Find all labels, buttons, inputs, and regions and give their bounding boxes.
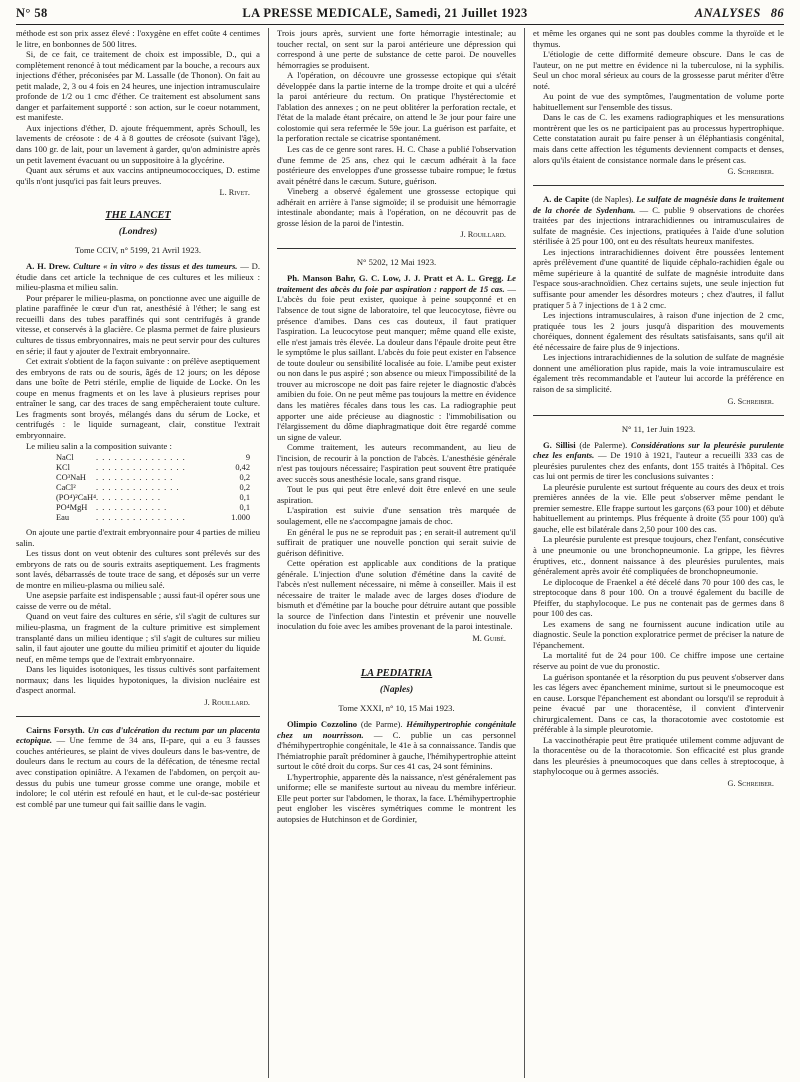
composition-table: [56, 453, 250, 523]
paragraph: La pleurésie purulente est surtout fréquente au cours des deux et trois premières années de la vie. Elle peut s'observer même pendant le premier semestre. Elle frappe surtout les garçons (63 pour 100) et débute habituellement au printemps. Plus fréquente à droite (55 pour 100) qu'à gauche, elle est bilatérale dans 2,50 pour 100 des cas.: [533, 481, 784, 534]
signature: L. Rivet.: [219, 188, 250, 198]
divider: [533, 185, 784, 186]
page-number: 86: [770, 6, 784, 20]
paragraph: La guérison spontanée et la résorption du pus peuvent s'observer dans les cas légers avec épanchement minime, surtout si le pneumocoque est en cause. Lorsque l'épanchement est abondant ou lorsqu'il se reproduit à peine évacué par une thoracentèse, il convient d'intervenir chirurgicalement. Dans ce cas, la thoracotomie avec costotomie est préférable à la simple pleurotomie.: [533, 671, 784, 735]
article-text: — C. publie 9 observations de chorées traitées par des injections intrarachidiennes ou intramusculaires de sulfate de magnésie. Ces injections, pratiquées à l'aide d'une solution stérilisée à 25 pour 100, ont eu des résultats heureux manifestes.: [533, 204, 784, 247]
divider: [533, 415, 784, 416]
article-text: — L'abcès du foie peut exister, quoique à peine soupçonné et en l'absence de tout signe de laboratoire, tel que leucocytose, fièvre ou présence d'amibes. Dans ces cas douteux, il faut pratiquer l'aspiration. La leucocytose peut manquer; même quand elle existe, elle n'est jamais très élevée. La douleur dans l'épaule droite peut être le symptôme le plus saillant. L'abcès du foie peut exister en l'absence de toute douleur ou sensibilité localisée au foie. L'amibe peut exister ou non dans le pus aspiré ; son absence ou mieux l'impossibilité de la trouver au microscope ne doit pas faire rejeter le diagnostic d'abcès amibien du foie. On ne peut même pas toujours la mettre en évidence dans les matières fécales dans tous les cas. La radiographie peut apporter une aide précieuse au diagnostic : l'immobilisation ou l'élargissement du dôme diaphragmatique doit être regardé comme un signe de valeur.: [277, 283, 516, 442]
paragraph: Au point de vue des symptômes, l'augmentation de volume porte habituellement sur l'ensemble des tissus.: [533, 91, 784, 112]
article-text: — Une femme de 34 ans, II-pare, qui a eu 3 fausses couches antérieures, se plaint de vives douleurs dans le bas-ventre, de douleurs dans le rectum au cours de la défécation, de ténesme rectal avec constipation opiniâtre. A l'examen de l'abdomen, on perçoit au-dessus du pubis une tumeur grosse comme une orange, mobile et indolore; le col utérin est refoulé en haut, et le cul-de-sac postérieur est comblé par une tumeur qui fait saillie dans le vagin.: [16, 735, 260, 809]
article-intro: [533, 440, 784, 482]
table-row: NaCl . . . . . . . . . . . . . . . 9: [56, 453, 250, 463]
amount: 9: [245, 453, 250, 463]
column-1: [16, 28, 268, 1078]
article-author: A. de Capite: [543, 194, 590, 205]
issue-line: Tome CCIV, n° 5199, 21 Avril 1923.: [75, 245, 201, 256]
paragraph: Cet extrait s'obtient de la façon suivante : on prélève aseptiquement des embryons de rats ou de souris, âgés de 12 jours; on les dépose dans une boîte de Petri stérile, emplie de liquide de Locke. On les coupe en menus fragments et on les lave à plusieurs reprises pour entraîner le sang, car des traces de sang empêcheraient toute culture. Les fragments sont broyés, mélangés dans du sérum de Locke, et centrifugés : le liquide surnageant, clair, constitue l'extrait embryonnaire.: [16, 356, 260, 440]
signature: J. Rouillard.: [460, 230, 506, 240]
article-title: Considérations sur la pleurésie purulente chez les enfants.: [533, 439, 784, 461]
ingredient: (PO⁴)²CaH⁴: [56, 493, 96, 503]
article-title: Culture « in vitro » des tissus et des tumeurs.: [73, 261, 238, 272]
article-intro: [16, 261, 260, 293]
amount: 0,2: [239, 473, 250, 483]
paragraph: Dans les liquides isotoniques, les tissus cultivés sont parfaitement normaux; dans les liquides hypotoniques, la division nucléaire est d'aspect anormal.: [16, 664, 260, 696]
divider: [277, 248, 516, 249]
amount: 0,1: [239, 493, 250, 503]
page-label: N° 58: [16, 6, 48, 20]
article-location: (de Naples).: [591, 194, 634, 205]
journal-city: (Londres): [118, 227, 158, 238]
paragraph: Vineberg a observé également une grossesse ectopique qui adhérait en arrière à l'anse sigmoïde; il se produisit une hémorragie intestinale abondante; mais à l'opération, on ne découvrit pas de grosse lésion de la paroi de l'intestin.: [277, 186, 516, 228]
amount: 0,2: [239, 483, 250, 493]
paragraph: En général le pus ne se reproduit pas ; en serait-il autrement qu'il suffirait de pratiquer une nouvelle ponction qui serait suivie de guérison définitive.: [277, 526, 516, 558]
table-row: KCl . . . . . . . . . . . . . . . 0,42: [56, 463, 250, 473]
article-text: — D. étudie dans cet article la technique de ces cultures et les milieux : milieu-plasma et milieu salin.: [16, 261, 260, 293]
signature: M. Guibé.: [472, 633, 506, 643]
ingredient: CaCl²: [56, 483, 76, 493]
article-author: G. Sillisi: [543, 439, 576, 450]
amount: 0,1: [239, 503, 250, 513]
paragraph: La pleurésie purulente est presque toujours, chez l'enfant, consécutive à une pneumonie ou une bronchopneumonie. La grippe, les fièvres éruptives, etc., donnent naissance à des pleurésies purulentes, mais généralement après avoir été compliquées de bronchopneumonie.: [533, 534, 784, 577]
columns: [16, 28, 784, 1078]
signature: G. Schreiber.: [727, 167, 774, 177]
article-intro: [277, 273, 516, 442]
column-2: [268, 28, 524, 1078]
paragraph: Les injections intramusculaires, à raison d'une injection de 2 cmc, pratiquée tous les 2 jours jusqu'à disparition des mouvements choréiques, donnent également des résultats satisfaisants, sans qu'il ait été nécessaire de faire plus de 9 injections.: [533, 310, 784, 352]
journal-title: THE LANCET: [105, 210, 171, 222]
paragraph: Le milieu salin a la composition suivante :: [26, 440, 172, 451]
table-row: (PO⁴)²CaH⁴ . . . . . . . . . . . 0,1: [56, 493, 250, 503]
signature: J. Rouillard.: [204, 697, 250, 707]
paragraph: La vaccinothérapie peut être pratiquée utilement comme adjuvant de la thoracentèse ou de la thoracotomie. Son efficacité est plus grande dans les pleurésies à pneumocoques que dans celles à streptocoque, à staphylocoque ou à germes associés.: [533, 734, 784, 777]
issue-line: Tome XXXI, n° 10, 15 Mai 1923.: [338, 702, 455, 713]
table-row: CO³NaH . . . . . . . . . . . . . 0,2: [56, 473, 250, 483]
paragraph: Les injections intrarachidiennes doivent être poussées lentement après prélèvement d'une quantité de liquide céphalo-rachidien égale ou même supérieure à la quantité de sulfate de magnésie introduite dans l'espace sous-arachnoïdien. Chez certains sujets, une seule injection fut suffisante pour amender les désordres moteurs ; chez d'autres, il fallut pratiquer 5 à 7 injections de 1 à 2 cmc.: [533, 246, 784, 310]
paragraph: On ajoute une partie d'extrait embryonnaire pour 4 parties de milieu salin.: [16, 527, 260, 548]
running-head: [16, 6, 784, 25]
article-author: Ph. Manson Bahr, G. C. Low, J. J. Pratt et A. L. Gregg.: [287, 273, 504, 284]
paragraph: Le diplocoque de Fraenkel a été décelé dans 70 pour 100 des cas, le streptocoque dans 8 pour 100. On a trouvé également du bacille de Pfeiffer, du staphylocoque. Le pus ne contenait pas de germes dans 8 pour 100 des cas.: [533, 576, 784, 619]
paragraph: Quant aux sérums et aux vaccins antipneumococciques, D. estime qu'ils n'ont jusqu'ici pas fait leurs preuves.: [16, 165, 260, 186]
paragraph: et même les organes qui ne sont pas doubles comme la thyroïde et le thymus.: [533, 28, 784, 49]
paragraph: Les examens de sang ne fournissent aucune indication utile au diagnostic. Seule la ponction exploratrice permet de préciser la nature de l'épanchement.: [533, 618, 784, 650]
amount: 0,42: [235, 463, 250, 473]
ingredient: CO³NaH: [56, 473, 86, 483]
section-header: [664, 6, 784, 21]
paragraph: Pour préparer le milieu-plasma, on ponctionne avec une aiguille de platine paraffinée le cœur d'un rat, anesthésié à l'éther; le sang est recueilli dans des tubes paraffinés qui sont centrifugés à grande vitesse, et conservés à la glacière. Ce plasma permet de faire plusieurs cultures de tissus embryonnaires, mais ne peut servir pour des cultures en série; il faut y ajouter de l'extrait embryonnaire.: [16, 292, 260, 356]
paragraph: L'hypertrophie, apparente dès la naissance, n'est généralement pas uniforme; elle se manifeste surtout au niveau du membre inférieur. Elle peut porter sur l'abdomen, le thorax, la face. L'hémihypertrophie peut englober les viscères symétriques comme le montrent les autopsies de Hutchinson et de Gordinier,: [277, 771, 516, 824]
paragraph: méthode est son prix assez élevé : l'oxygène en effet coûte 4 centimes le litre, en bonbonnes de 500 litres.: [16, 28, 260, 49]
column-3: [524, 28, 784, 1078]
paragraph: Aux injections d'éther, D. ajoute fréquemment, après Schoull, les lavements de créosote : de 4 à 8 gouttes de créosote (suivant l'âge), dans 100 gr. de lait, pour un lavement à garder, qu'on administre après un petit lavement évacuant ou un suppositoire à la glycérine.: [16, 122, 260, 165]
article-intro: [277, 719, 516, 772]
article-intro: [16, 725, 260, 809]
paragraph: L'étiologie de cette difformité demeure obscure. Dans le cas de l'auteur, on ne put mettre en évidence ni la tuberculose, ni la syphilis. Seul un choc moral sérieux au cours de la grossesse parut mériter d'être noté.: [533, 49, 784, 91]
table-row: Eau . . . . . . . . . . . . . . . 1.000: [56, 513, 250, 523]
ingredient: NaCl: [56, 453, 74, 463]
paragraph: Une asepsie parfaite est indispensable ; aussi faut-il opérer sous une caisse de verre ou de métal.: [16, 590, 260, 611]
journal-date-header: LA PRESSE MEDICALE, Samedi, 21 Juillet 1923: [242, 6, 528, 20]
signature: G. Schreiber.: [727, 779, 774, 788]
paragraph: Si, de ce fait, ce traitement de choix est impossible, D., qui a complètement renoncé à tout médicament par la bouche, a recours aux injections d'éther, préconisées par M. Lassalle (de Thonon). On fait au petit malade, 2, 3 ou 4 fois en 24 heures, une injection intramusculaire profonde de 1/2 ou 1 cmc d'éther. Ce traitement est absolument sans danger et parfaitement supporté : son action, sur le coeur notamment, est manifeste.: [16, 49, 260, 123]
issue-line: N° 11, 1er Juin 1923.: [621, 423, 696, 434]
paragraph: La mortalité fut de 24 pour 100. Ce chiffre impose une certaine réserve au point de vue du pronostic.: [533, 650, 784, 671]
paragraph: Cette opération est applicable aux conditions de la pratique générale. L'injection d'une solution d'émétine dans la cavité de l'abcès n'est nullement nécessaire, ni même à conseiller. Mais il est nécessaire de traiter le malade avec de larges doses d'iodure de bismuth et d'émétine par la bouche pour détruire autant que possible la source de l'infection dans l'intestin et prévenir une nouvelle inoculation du foie avec les amibes provenant de la paroi intestinale.: [277, 558, 516, 632]
paragraph: Les cas de ce genre sont rares. H. C. Chase a publié l'observation d'une femme de 25 ans, chez qui le cæcum adhérait à la face postérieure des enveloppes d'une grossesse tubaire rompue; le fœtus avait pénétré dans le cæcum. Suture, guérison.: [277, 144, 516, 186]
divider: [16, 716, 260, 717]
amount: 1.000: [231, 513, 250, 523]
article-title: Hémihypertrophie congénitale chez un nourrisson.: [277, 718, 517, 740]
issue-line: N° 5202, 12 Mai 1923.: [356, 257, 437, 268]
journal-title: LA PEDIATRIA: [360, 667, 433, 679]
article-intro: [533, 194, 784, 247]
article-location: (de Parme).: [360, 718, 403, 729]
ingredient: PO⁴MgH: [56, 503, 88, 513]
paragraph: Les injections intrarachidiennes de la solution de sulfate de magnésie donnent une amélioration plus rapide, mais la voie intramusculaire est également très recommandable et l'auteur lui accorde la préférence en raison de sa simplicité.: [533, 352, 784, 394]
paragraph: Les tissus dont on veut obtenir des cultures sont prélevés sur des embryons de rats ou de souris extraits aseptiquement. Les fragments sont lavés, débarrassés de toute trace de sang, et déposés sur un verre de montre en milieu-plasma ou milieu salé.: [16, 548, 260, 590]
ingredient: KCl: [56, 463, 70, 473]
article-location: (de Palerme).: [579, 439, 628, 450]
paragraph: Tout le pus qui peut être enlevé doit être enlevé en une seule aspiration.: [277, 484, 516, 505]
table-row: CaCl² . . . . . . . . . . . . . . 0,2: [56, 483, 250, 493]
ingredient: Eau: [56, 513, 70, 523]
article-author: Olimpio Cozzolino: [287, 718, 358, 729]
article-title: Le traitement des abcès du foie par aspiration : rapport de 15 cas.: [277, 273, 516, 294]
paragraph: A l'opération, on découvre une grossesse ectopique qui s'était développée dans la partie interne de la trompe droite et qui a ulcéré la paroi antérieure du rectum. On pratique l'hystérectomie et l'ablation des annexes ; on ne peut oblitérer la perforation rectale, et l'état de la malade étant précaire, on attend le 3e jour pour faire une colostomie qui sera refermée le 59e jour. La guérison est parfaite, et la perforation rectale se cicatrise spontanément.: [277, 70, 516, 144]
article-title: Un cas d'ulcération du rectum par un placenta ectopique.: [16, 724, 260, 746]
journal-city: (Naples): [379, 684, 414, 695]
article-author: Cairns Forsyth.: [26, 724, 85, 735]
paragraph: Comme traitement, les auteurs recommandent, au lieu de l'incision, de recourir à la ponction de l'abcès. L'anesthésie générale n'est pas toujours nécessaire; l'aspiration peut souvent être pratiquée avec succès sous anesthésie locale, sans grand risque.: [277, 442, 516, 484]
article-text: — De 1910 à 1921, l'auteur a recueilli 333 cas de pleurésies purulentes chez des enfants, dont 155 traités à l'hôpital. Ces cas lui ont permis de tirer les conclusions suivantes :: [533, 450, 784, 482]
article-title: Le sulfate de magnésie dans le traitement de la chorée de Sydenham.: [533, 194, 784, 215]
section-label: ANALYSES: [694, 6, 761, 20]
paragraph: Quand on veut faire des cultures en série, s'il s'agit de cultures sur milieu-plasma, un fragment de la culture primitive est simplement transplanté dans un milieu identique ; s'il s'agit de cultures sur milieu salin, il faut ajouter une goutte du milieu primitif et ajouter du liquide neuf, en même temps que de l'extrait embryonnaire.: [16, 611, 260, 664]
signature: G. Schreiber.: [727, 396, 774, 406]
paragraph: L'aspiration est suivie d'une sensation très marquée de soulagement, elle ne s'accompagne jamais de choc.: [277, 505, 516, 526]
table-row: PO⁴MgH . . . . . . . . . . . . 0,1: [56, 503, 250, 513]
article-text: — C. publie un cas personnel d'hémihypertrophie congénitale, le 41e à sa connaissance. Tandis que l'hémiatrophie paraît prédominer à gauche, l'hémihypertrophie atteint surtout le côté droit du corps. Sur ces 41 cas, 24 sont féminins.: [277, 729, 516, 772]
paragraph: Trois jours après, survient une forte hémorragie intestinale; au toucher rectal, on sent sur la paroi antérieure une dépression qui correspond à une perte de substance de cette paroi. De nouvelles hémorragies se produisent.: [277, 28, 516, 70]
article-author: A. H. Drew.: [26, 261, 71, 272]
paragraph: Dans le cas de C. les examens radiographiques et les mensurations montrèrent que les os ne participaient pas au processus hypertrophique. Cette constatation aurait pu faire penser à un éléphantiasis congénital, mais dans cette affection les téguments deviennent compacts et denses, alors qu'ils étaient de consistance normale dans le présent cas.: [533, 112, 784, 165]
